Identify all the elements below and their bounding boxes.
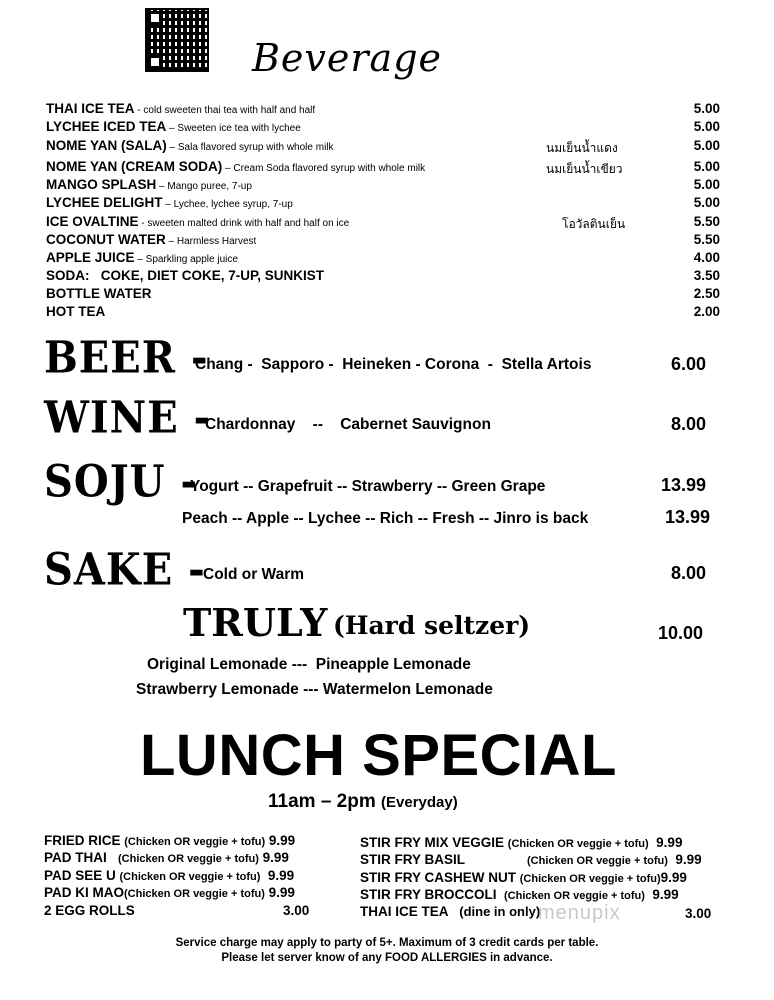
lunch-item bbox=[44, 868, 294, 886]
wine-options: Chardonnay -- Cabernet Sauvignon bbox=[205, 416, 491, 433]
beverage-separator: – bbox=[166, 123, 178, 134]
beverage-description: sweeten malted drink with half and half on ice bbox=[147, 218, 350, 229]
lunch-item-note: (Chicken OR veggie + tofu) bbox=[519, 873, 661, 885]
beverage-price: 3.50 bbox=[693, 268, 720, 283]
lunch-hours bbox=[268, 791, 458, 813]
sake-price: 8.00 bbox=[671, 563, 707, 583]
beverage-name: BOTTLE WATER bbox=[46, 286, 152, 301]
lunch-item-name: STIR FRY BROCCOLI bbox=[360, 887, 505, 902]
beverage-price: 5.00 bbox=[693, 138, 720, 153]
beer-options: Chang - Sapporo - Heineken - Corona - Stella Artois bbox=[195, 356, 592, 373]
beverage-separator: – bbox=[162, 199, 174, 210]
beverage-name: THAI ICE TEA bbox=[46, 101, 135, 116]
beverage-item bbox=[46, 268, 726, 286]
beverage-price: 5.00 bbox=[693, 159, 720, 174]
soju-price-2: 13.99 bbox=[665, 507, 711, 527]
beverage-description: Sparkling apple juice bbox=[145, 254, 238, 265]
beverage-price: 2.00 bbox=[693, 304, 720, 319]
soju-price-1: 13.99 bbox=[661, 475, 707, 495]
lunch-item bbox=[360, 870, 687, 888]
beverage-title: Beverage bbox=[252, 36, 443, 80]
beverage-description: Cream Soda flavored syrup with whole milk bbox=[233, 163, 426, 174]
beverage-name: COCONUT WATER bbox=[46, 232, 166, 247]
lunch-item-price: 3.00 bbox=[685, 906, 712, 921]
truly-flavors-1: Original Lemonade --- Pineapple Lemonade bbox=[147, 656, 471, 673]
beverage-item bbox=[46, 101, 726, 119]
watermark: menupix bbox=[538, 902, 621, 924]
truly-flavors-2: Strawberry Lemonade --- Watermelon Lemonade bbox=[136, 681, 493, 698]
beverage-price: 2.50 bbox=[693, 286, 720, 301]
beverage-separator: – bbox=[166, 142, 178, 153]
lunch-special-title: LUNCH SPECIAL bbox=[140, 723, 617, 788]
lunch-item-price: 9.99 bbox=[667, 852, 702, 867]
lunch-item-name: PAD THAI bbox=[44, 850, 118, 865]
beverage-name: HOT TEA bbox=[46, 304, 106, 319]
soju-options-1: Yogurt -- Grapefruit -- Strawberry -- Green Grape bbox=[190, 478, 546, 495]
qr-code bbox=[145, 8, 209, 72]
sake-options: Cold or Warm bbox=[203, 566, 305, 583]
lunch-item-price: 9.99 bbox=[265, 833, 296, 848]
lunch-item-name: 2 EGG ROLLS bbox=[44, 903, 135, 918]
lunch-item-note: (dine in only) bbox=[459, 904, 541, 919]
lunch-item-price: 9.99 bbox=[648, 835, 683, 850]
lunch-item-note: (Chicken OR veggie + tofu) bbox=[507, 838, 649, 850]
beverage-price: 5.00 bbox=[693, 195, 720, 210]
beverage-name: SODA: COKE, DIET COKE, 7-UP, SUNKIST bbox=[46, 268, 325, 283]
lunch-item bbox=[44, 903, 135, 921]
beverage-name: APPLE JUICE bbox=[46, 250, 135, 265]
truly-subtitle: (Hard seltzer) bbox=[333, 611, 531, 640]
lunch-hours-days: (Everyday) bbox=[381, 794, 458, 811]
lunch-item-note: (Chicken OR veggie + tofu) bbox=[527, 855, 668, 867]
footer-service-charge: Service charge may apply to party of 5+. Maximum of 3 credit cards per table. bbox=[175, 937, 599, 949]
beverage-name: NOME YAN (CREAM SODA) bbox=[46, 159, 223, 174]
beverage-item bbox=[46, 159, 726, 177]
beverage-item bbox=[46, 250, 726, 268]
beverage-price: 5.00 bbox=[693, 119, 720, 134]
beverage-name: LYCHEE DELIGHT bbox=[46, 195, 163, 210]
lunch-item-price: 9.99 bbox=[264, 885, 295, 900]
lunch-item bbox=[360, 852, 465, 870]
lunch-item-name: PAD SEE U bbox=[44, 868, 120, 883]
lunch-item-note: (Chicken OR veggie + tofu) bbox=[124, 836, 266, 848]
beverage-separator: - bbox=[134, 105, 144, 116]
truly-price: 10.00 bbox=[658, 623, 704, 643]
beverage-thai-name: นมเย็นน้ำแดง bbox=[546, 141, 618, 155]
beer-price: 6.00 bbox=[671, 354, 707, 374]
beverage-name: LYCHEE ICED TEA bbox=[46, 119, 167, 134]
beverage-separator: – bbox=[165, 236, 177, 247]
beverage-price: 4.00 bbox=[693, 250, 720, 265]
lunch-item-price: 9.99 bbox=[260, 868, 295, 883]
beverage-description: Sweeten ice tea with lychee bbox=[177, 123, 301, 134]
beverage-item bbox=[46, 119, 726, 137]
lunch-item-price: 9.99 bbox=[660, 870, 687, 885]
beverage-price: 5.50 bbox=[693, 232, 720, 247]
beverage-description: cold sweeten thai tea with half and half bbox=[143, 105, 316, 116]
beverage-description: Sala flavored syrup with whole milk bbox=[177, 142, 334, 153]
beverage-thai-name: โอวัลตินเย็น bbox=[562, 217, 626, 231]
lunch-item-price: 9.99 bbox=[644, 887, 679, 902]
beverage-item bbox=[46, 304, 726, 322]
lunch-item bbox=[360, 887, 679, 905]
beverage-separator: - bbox=[138, 218, 148, 229]
beverage-separator: – bbox=[222, 163, 234, 174]
lunch-item-note: (Chicken OR veggie + tofu) bbox=[504, 890, 645, 902]
lunch-item-name: STIR FRY BASIL bbox=[360, 852, 466, 867]
wine-label: WINE - bbox=[44, 391, 212, 444]
beverage-item bbox=[46, 286, 726, 304]
beverage-separator: – bbox=[134, 254, 146, 265]
beverage-item bbox=[46, 195, 726, 213]
beverage-name: ICE OVALTINE bbox=[46, 214, 139, 229]
lunch-item-price: 3.00 bbox=[283, 903, 310, 918]
lunch-item bbox=[360, 835, 682, 853]
beverage-price: 5.00 bbox=[693, 177, 720, 192]
beverage-item bbox=[46, 138, 726, 156]
lunch-item bbox=[44, 885, 295, 903]
lunch-item bbox=[44, 833, 295, 851]
lunch-item-note: (Chicken OR veggie + tofu) bbox=[124, 888, 265, 900]
sake-label: SAKE - bbox=[44, 543, 206, 596]
wine-price: 8.00 bbox=[671, 414, 707, 434]
lunch-item-name: THAI ICE TEA bbox=[360, 904, 460, 919]
beverage-separator: – bbox=[156, 181, 168, 192]
beverage-description: Lychee, lychee syrup, 7-up bbox=[173, 199, 293, 210]
beverage-price: 5.50 bbox=[693, 214, 720, 229]
footer-allergies: Please let server know of any FOOD ALLERGIES in advance. bbox=[221, 952, 553, 964]
beverage-price: 5.00 bbox=[693, 101, 720, 116]
lunch-item-price: 9.99 bbox=[258, 850, 289, 865]
beverage-item bbox=[46, 177, 726, 195]
soju-options-2: Peach -- Apple -- Lychee -- Rich -- Fresh -- Jinro is back bbox=[182, 510, 589, 527]
beverage-item bbox=[46, 232, 726, 250]
beverage-description: Mango puree, 7-up bbox=[167, 181, 252, 192]
lunch-item bbox=[527, 852, 702, 870]
lunch-item bbox=[44, 850, 289, 868]
lunch-item-note: (Chicken OR veggie + tofu) bbox=[118, 853, 259, 865]
lunch-item-name: STIR FRY CASHEW NUT bbox=[360, 870, 520, 885]
beer-label: BEER - bbox=[44, 331, 209, 384]
beverage-item bbox=[46, 214, 726, 232]
lunch-item bbox=[360, 904, 540, 922]
truly-label: TRULY bbox=[183, 600, 328, 645]
lunch-item-name: STIR FRY MIX VEGGIE bbox=[360, 835, 508, 850]
lunch-item-note: (Chicken OR veggie + tofu) bbox=[119, 871, 261, 883]
beverage-thai-name: นมเย็นน้ำเขียว bbox=[546, 162, 623, 176]
soju-label: SOJU - bbox=[44, 455, 199, 508]
beverage-name: MANGO SPLASH bbox=[46, 177, 157, 192]
beverage-description: Harmless Harvest bbox=[176, 236, 257, 247]
lunch-item-name: FRIED RICE bbox=[44, 833, 125, 848]
lunch-item-name: PAD KI MAO bbox=[44, 885, 124, 900]
beverage-name: NOME YAN (SALA) bbox=[46, 138, 167, 153]
lunch-hours-time: 11am – 2pm bbox=[268, 791, 382, 812]
